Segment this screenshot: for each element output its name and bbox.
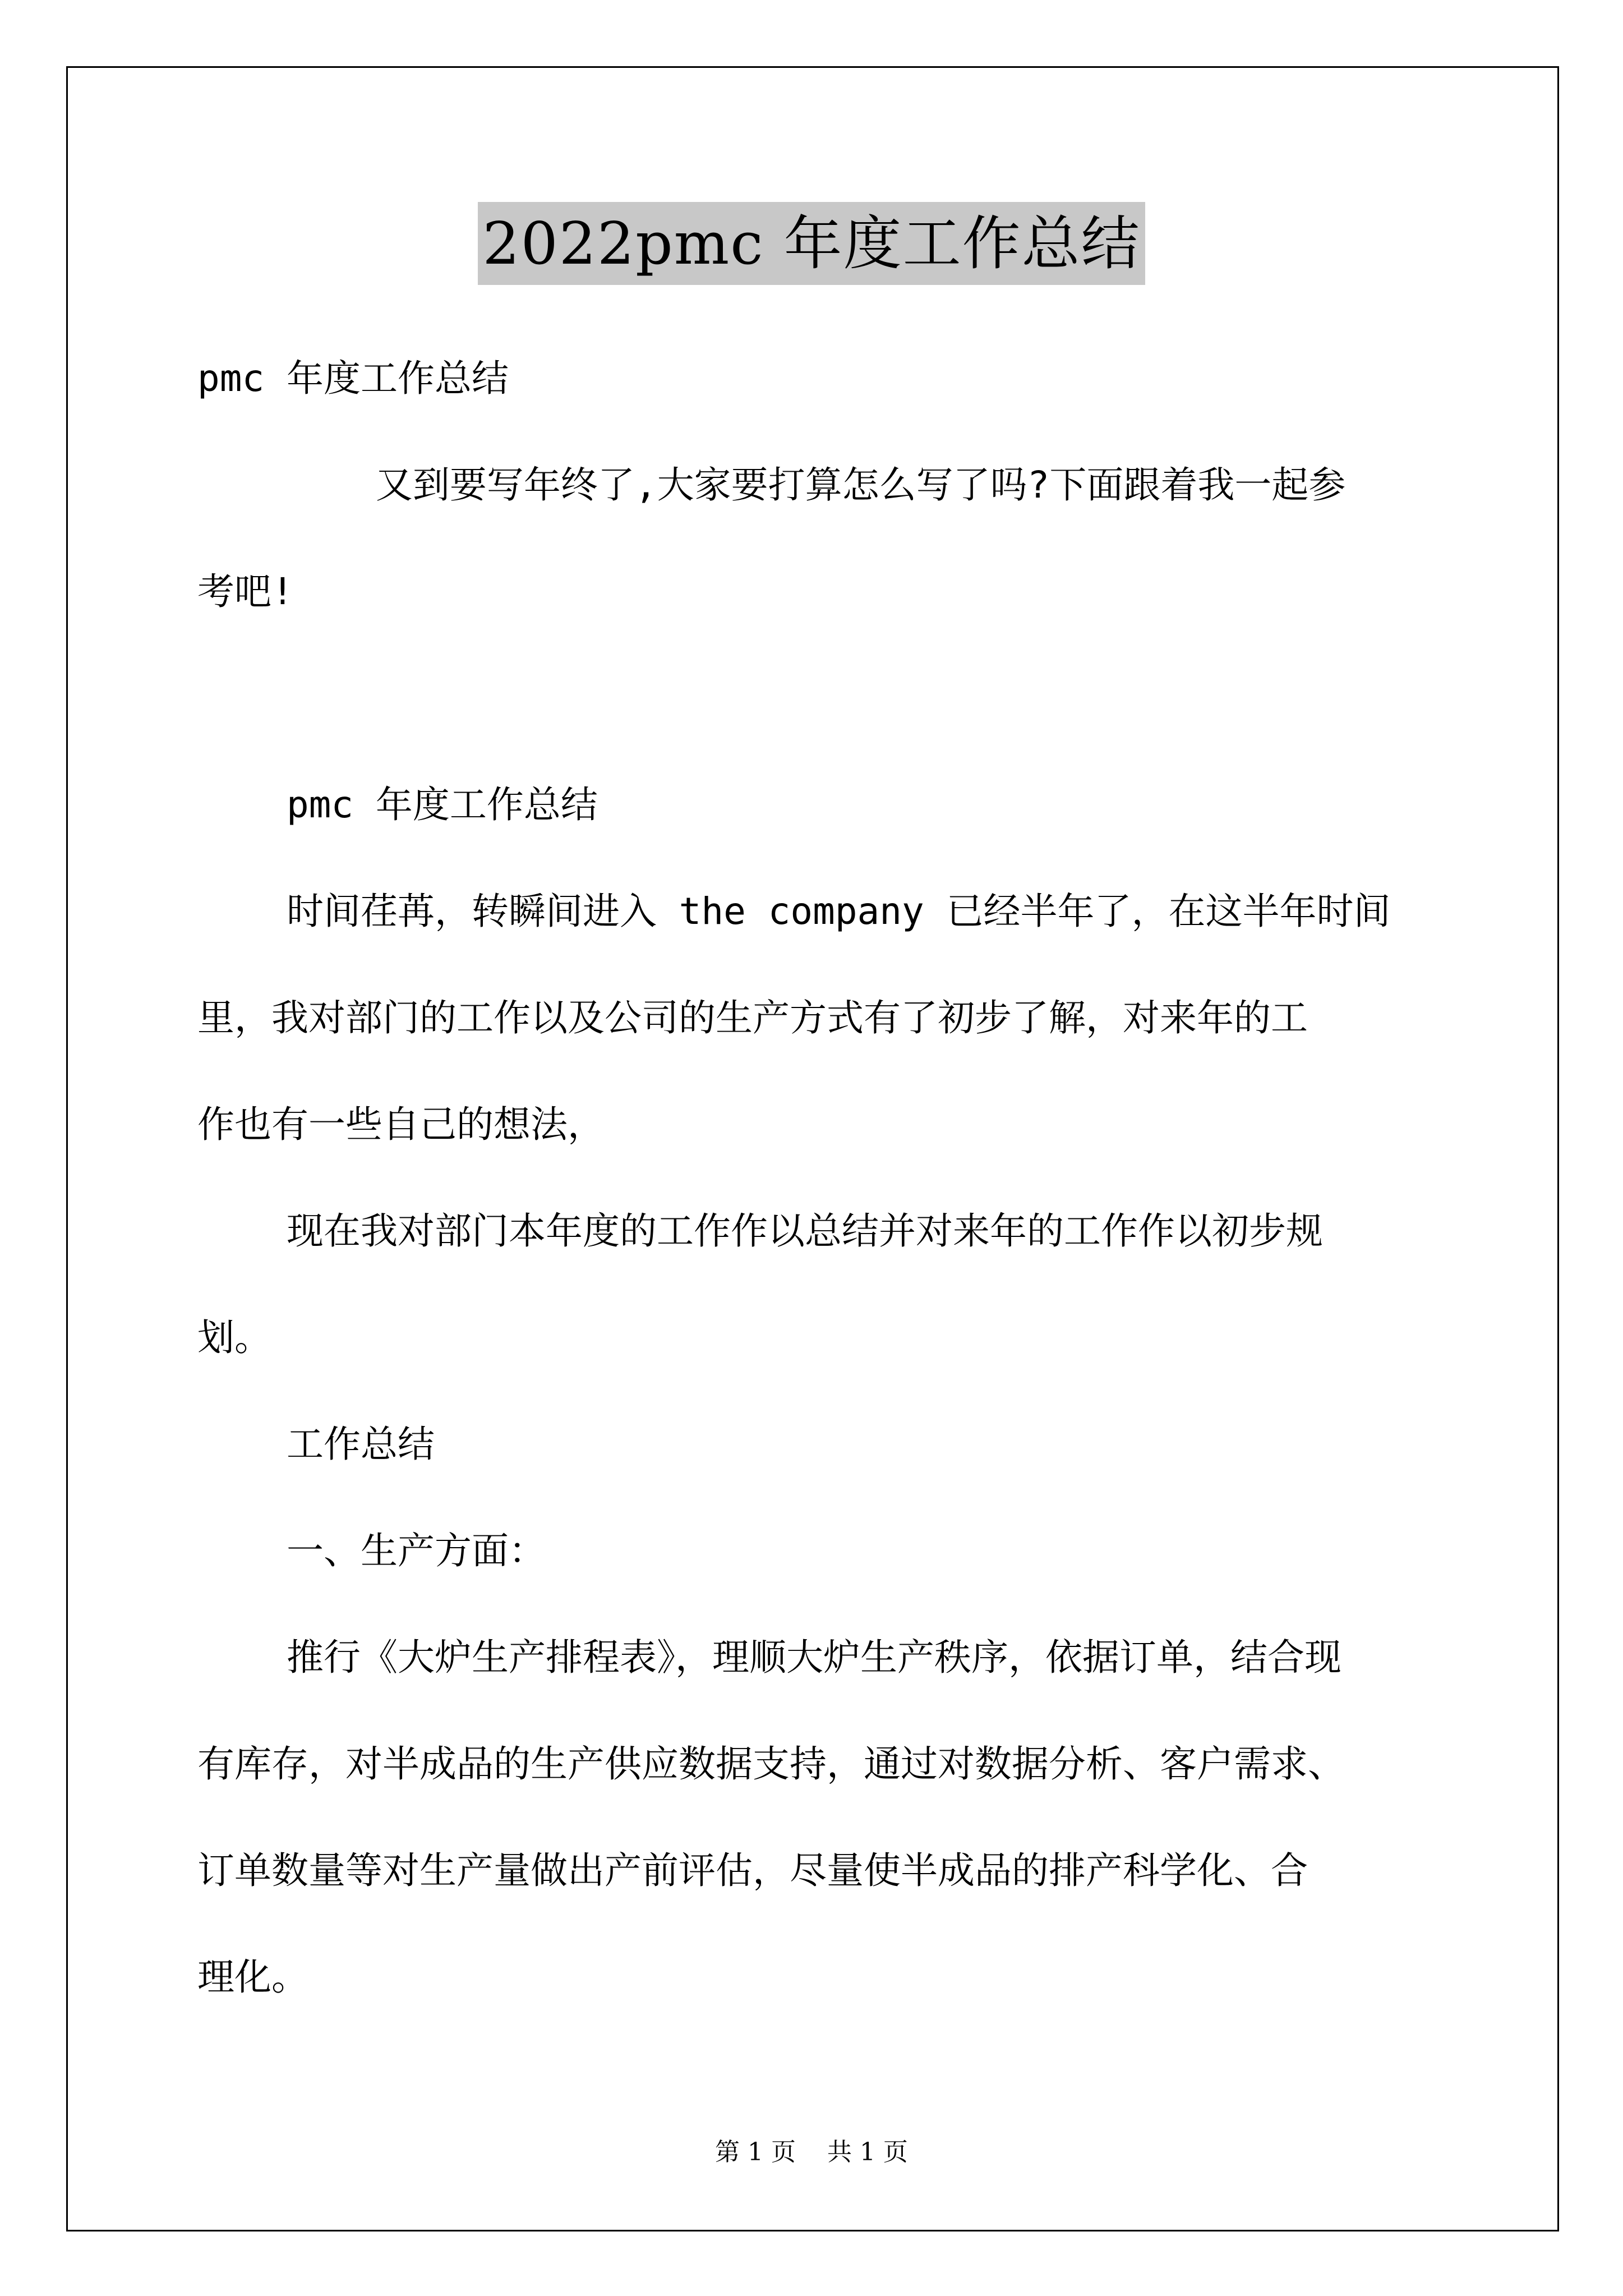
body-line: 又到要写年终了,大家要打算怎么写了吗?下面跟着我一起参	[197, 463, 1346, 507]
body-line: 划。	[197, 1316, 271, 1359]
document-title: 2022pmc 年度工作总结	[478, 202, 1145, 285]
page-total: 共 1 页	[827, 2138, 908, 2166]
body-line: 推行《大炉生产排程表》，理顺大炉生产秩序，依据订单，结合现	[197, 1636, 1341, 1679]
body-line: 作也有一些自己的想法，	[197, 1103, 605, 1146]
body-line: pmc 年度工作总结	[197, 357, 509, 400]
title-wrap	[0, 202, 1623, 285]
body-line: 时间荏苒，转瞬间进入 the company 已经半年了，在这半年时间	[197, 890, 1391, 933]
page-footer	[0, 2132, 1623, 2168]
blank-line	[197, 668, 1431, 774]
body-line: 一、生产方面：	[197, 1529, 546, 1572]
body-line: 现在我对部门本年度的工作作以总结并对来年的工作作以初步规	[197, 1209, 1323, 1253]
body-line: 订单数量等对生产量做出产前评估，尽量使半成品的排产科学化、合	[197, 1849, 1308, 1892]
body-line: 考吧!	[197, 570, 294, 613]
body-line: 工作总结	[197, 1423, 435, 1466]
page-number: 第 1 页	[715, 2138, 796, 2166]
body-line: 有库存，对半成品的生产供应数据支持，通过对数据分析、客户需求、	[197, 1742, 1345, 1786]
body-line: 理化。	[197, 1955, 308, 1999]
body-line: pmc 年度工作总结	[197, 783, 598, 826]
document-body	[197, 348, 1431, 2053]
body-line: 里，我对部门的工作以及公司的生产方式有了初步了解，对来年的工	[197, 996, 1308, 1039]
